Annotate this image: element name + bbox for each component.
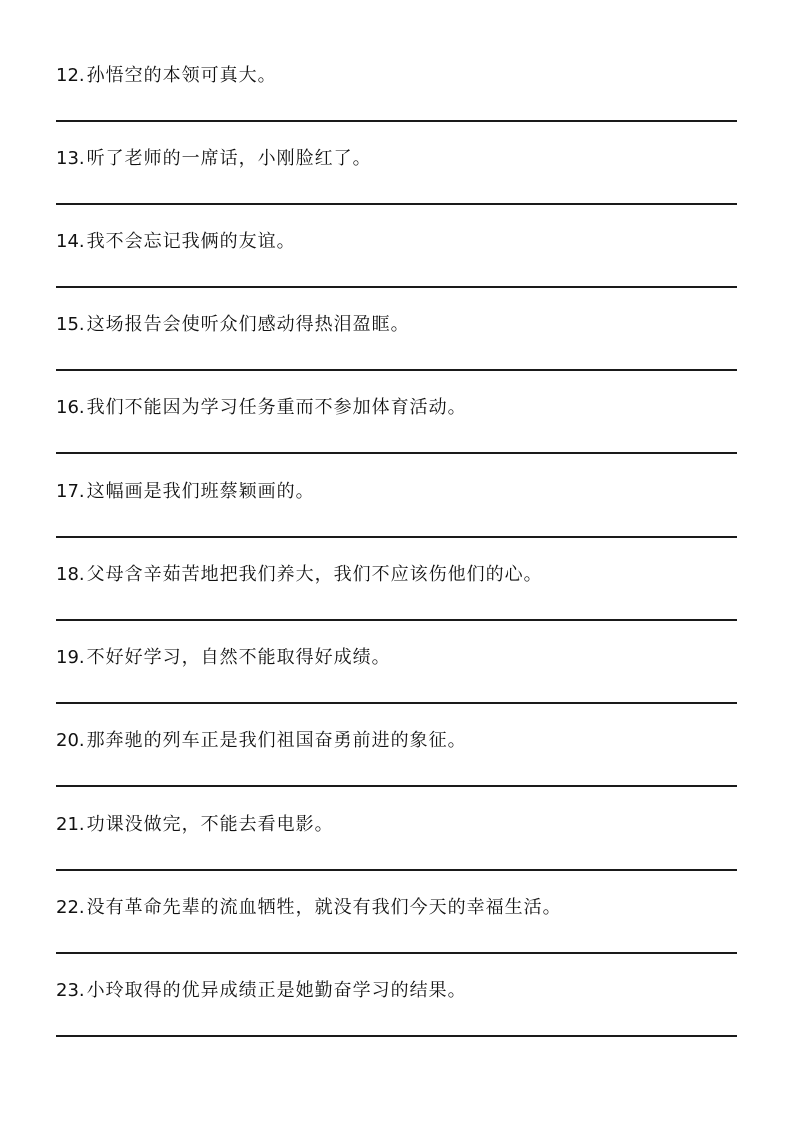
answer-line[interactable] — [56, 203, 737, 205]
question-sentence: 这幅画是我们班蔡颖画的。 — [86, 481, 315, 502]
question-sentence: 功课没做完，不能去看电影。 — [86, 814, 334, 835]
answer-line[interactable] — [56, 1035, 737, 1037]
question-text — [56, 813, 334, 837]
answer-line[interactable] — [56, 536, 737, 538]
question-item — [56, 979, 737, 1063]
question-text — [56, 64, 277, 88]
question-item — [56, 230, 737, 314]
question-text — [56, 230, 296, 254]
question-text — [56, 729, 467, 753]
question-sentence: 父母含辛茹苦地把我们养大，我们不应该伤他们的心。 — [86, 564, 543, 585]
question-item — [56, 64, 737, 148]
question-number: 22. — [56, 897, 85, 918]
question-text — [56, 646, 391, 670]
question-item — [56, 313, 737, 397]
question-text — [56, 480, 315, 504]
question-item — [56, 563, 737, 647]
question-sentence: 没有革命先辈的流血牺牲，就没有我们今天的幸福生活。 — [86, 897, 562, 918]
question-text — [56, 896, 562, 920]
answer-line[interactable] — [56, 785, 737, 787]
answer-line[interactable] — [56, 369, 737, 371]
answer-line[interactable] — [56, 120, 737, 122]
answer-line[interactable] — [56, 619, 737, 621]
question-item — [56, 480, 737, 564]
question-number: 13. — [56, 148, 85, 169]
question-sentence: 不好好学习，自然不能取得好成绩。 — [86, 647, 391, 668]
question-text — [56, 313, 410, 337]
question-number: 15. — [56, 314, 85, 335]
question-text — [56, 979, 467, 1003]
answer-line[interactable] — [56, 702, 737, 704]
question-sentence: 这场报告会使听众们感动得热泪盈眶。 — [86, 314, 410, 335]
question-number: 23. — [56, 980, 85, 1001]
question-item — [56, 813, 737, 897]
question-sentence: 那奔驰的列车正是我们祖国奋勇前进的象征。 — [86, 730, 467, 751]
question-number: 16. — [56, 397, 85, 418]
question-number: 12. — [56, 65, 85, 86]
question-text — [56, 563, 543, 587]
question-number: 17. — [56, 481, 85, 502]
question-sentence: 我们不能因为学习任务重而不参加体育活动。 — [86, 397, 467, 418]
question-item — [56, 646, 737, 730]
question-sentence: 孙悟空的本领可真大。 — [86, 65, 277, 86]
question-number: 19. — [56, 647, 85, 668]
answer-line[interactable] — [56, 952, 737, 954]
answer-line[interactable] — [56, 286, 737, 288]
question-sentence: 听了老师的一席话，小刚脸红了。 — [86, 148, 372, 169]
question-text — [56, 147, 372, 171]
answer-line[interactable] — [56, 452, 737, 454]
question-number: 20. — [56, 730, 85, 751]
answer-line[interactable] — [56, 869, 737, 871]
question-sentence: 我不会忘记我俩的友谊。 — [86, 231, 296, 252]
question-item — [56, 896, 737, 980]
question-number: 14. — [56, 231, 85, 252]
question-item — [56, 147, 737, 231]
question-number: 21. — [56, 814, 85, 835]
question-text — [56, 396, 467, 420]
question-item — [56, 729, 737, 813]
question-number: 18. — [56, 564, 85, 585]
question-item — [56, 396, 737, 480]
question-sentence: 小玲取得的优异成绩正是她勤奋学习的结果。 — [86, 980, 467, 1001]
